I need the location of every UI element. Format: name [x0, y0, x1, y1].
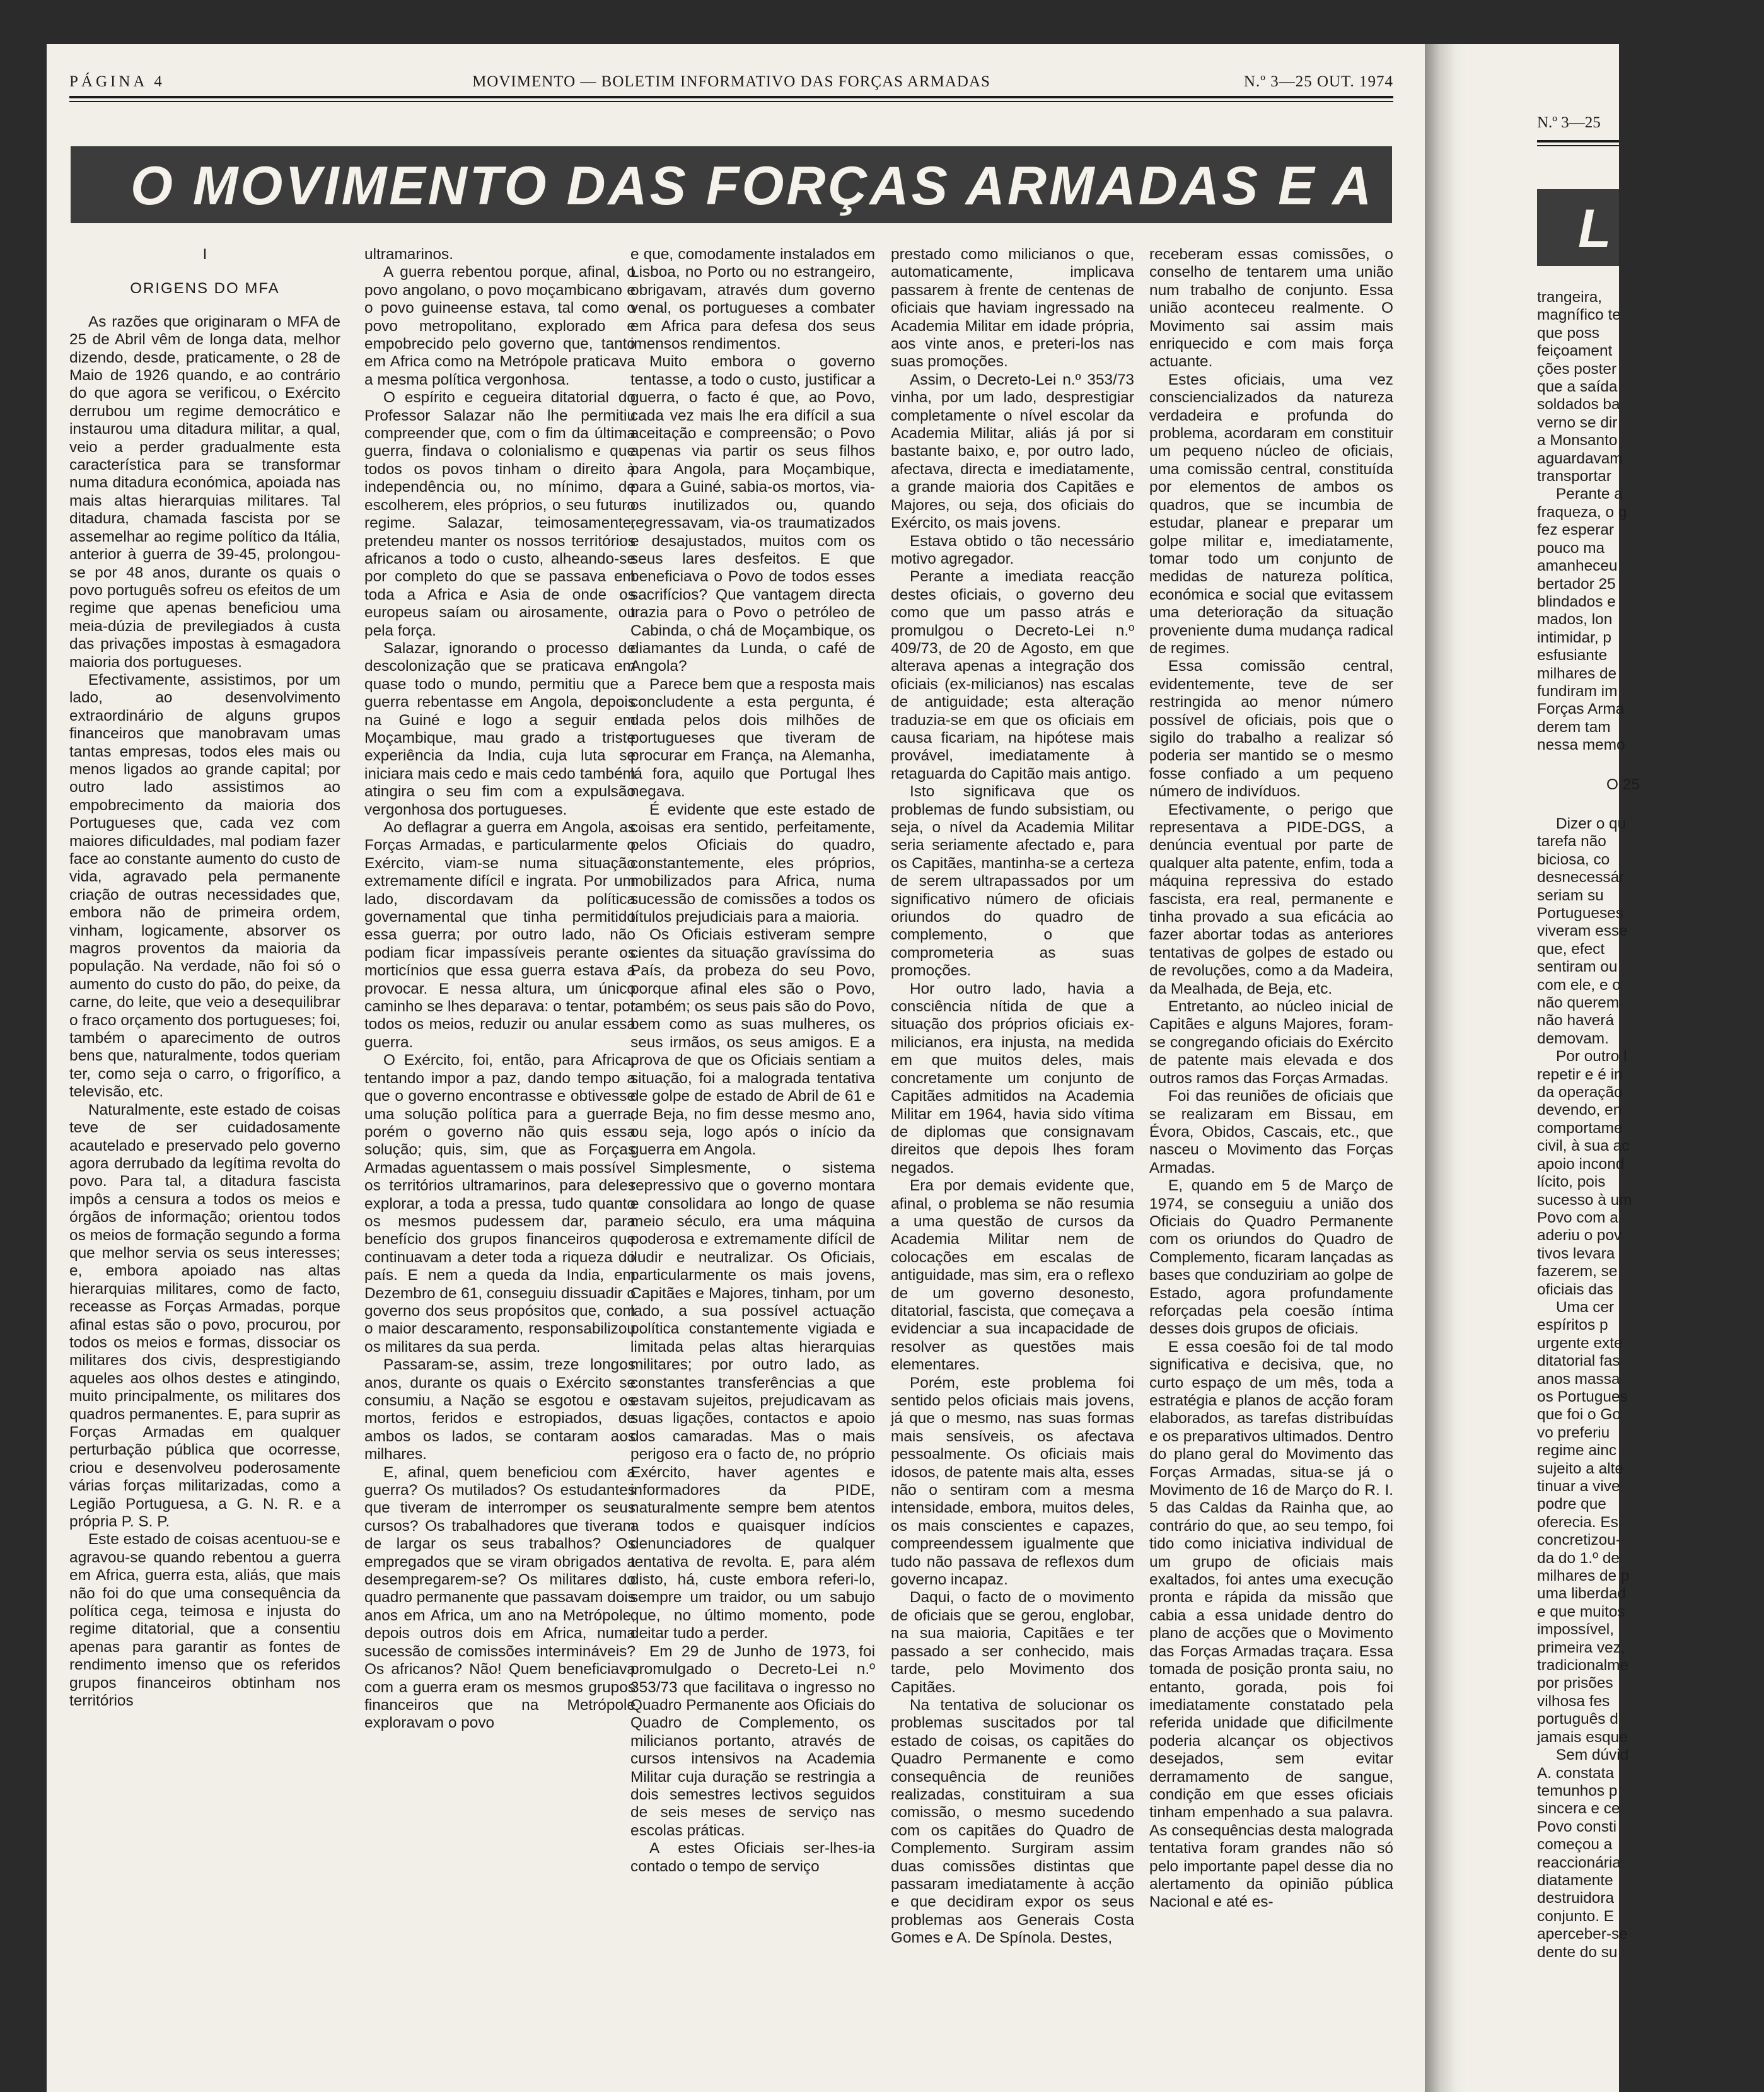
right-page-line: não haverá [1537, 1012, 1615, 1030]
right-page-issue: N.º 3—25 [1537, 114, 1601, 131]
article-column-5 [1149, 246, 1393, 1942]
right-page-column [1537, 289, 1764, 1985]
header-rule-thin [69, 101, 1393, 102]
right-page-line: diatamente [1537, 1871, 1613, 1889]
article-paragraph: Estes oficiais, uma vez consciencializados da natureza verdadeira e profunda do problema, acordaram em constituir um pequeno núcleo de oficiais, uma comissão central, constituída por elementos de ambos os quadros, que se incumbia de estudar, planear e preparar um golpe militar e, imediatamente, tomar todo um conjunto de medidas de natureza política, económica e social que evitassem uma deterioração da situação proveniente duma mudança radical de regimes. [1149, 371, 1393, 657]
right-page-line: fez esperar [1537, 521, 1615, 539]
right-page-line: que poss [1537, 324, 1599, 342]
right-page-line: podre que [1537, 1496, 1606, 1513]
right-para-d [1537, 1048, 1764, 1299]
right-page-line: Forças Arma [1537, 700, 1625, 718]
article-column-4 [891, 246, 1134, 1947]
right-page-line: aderiu o pov [1537, 1227, 1622, 1245]
article-paragraph: Porém, este problema foi sentido pelos oficiais mais jovens, já que o mesmo, nas suas formas mais sensíveis, os afectava pessoalmente. Os oficiais mais idosos, de patente mais alta, esses não o sentiram com a mesma intensidade, embora, muitos deles, os mais conscientes e capazes, compreendessem igualmente que tudo não passava de reflexos dum governo incapaz. [891, 1374, 1134, 1589]
right-page-line: mados, lon [1537, 611, 1613, 629]
right-page-line: regime ainc [1537, 1442, 1617, 1460]
right-page-line: com ele, e o [1537, 976, 1621, 994]
right-page-line: tarefa não [1537, 833, 1606, 851]
right-page-line: Portugueses [1537, 905, 1623, 922]
article-paragraph: Muito embora o governo tentasse, a todo o custo, justificar a guerra, o facto é que, ao Povo, cada vez mais lhe era difícil a sua aceitação e compreensão; o Povo apenas via partir os seus filhos para Angola, para Moçambique, para a Guiné, sabia-os mortos, via-os inutilizados ou, quando regressavam, via-os traumatizados e desajustados, muitos com os seus lares desfeitos. E que beneficiava o Povo de todos esses sacrifícios? Que vantagem directa trazia para o Povo o petróleo de Cabinda, o chá de Moçambique, os diamantes da Lunda, o café de Angola? [630, 353, 875, 675]
right-page-line: da operação [1537, 1084, 1623, 1101]
article-paragraph: Daqui, o facto de o movimento de oficiais que se gerou, englobar, na sua maioria, Capitães e ter passado a ser conhecido, mais tarde, pelo Movimento dos Capitães. [891, 1589, 1134, 1696]
right-page-line: espíritos p [1537, 1316, 1608, 1334]
right-para-e [1537, 1299, 1764, 1746]
right-page-line: feiçoament [1537, 342, 1613, 360]
right-page-line: sujeito a alte [1537, 1460, 1623, 1477]
right-page-line: a Monsanto [1537, 432, 1618, 450]
right-page-line: Dizer o qu [1556, 815, 1627, 832]
article-paragraph: A guerra rebentou porque, afinal, o povo angolano, o povo moçambicano e o povo guineense estava, tal como o povo metropolitano, explorado e empobrecido pelo governo que, tanto em Africa como na Metrópole praticava a mesma política vergonhosa. [364, 264, 635, 388]
right-page-line: demovam. [1537, 1030, 1609, 1047]
right-page-line: uma liberdad [1537, 1585, 1627, 1603]
running-head [69, 69, 1393, 95]
right-page-line: repetir e é in [1537, 1066, 1623, 1083]
right-page-line: fraqueza, o g [1537, 503, 1627, 521]
article-paragraph: Isto significava que os problemas de fundo subsistiam, ou seja, o nível da Academia Militar seria seriamente afectado e, para os Capitães, mantinha-se a certeza de serem ultrapassados por um significativo número de oficiais oriundos do quadro de complemento, o que comprometeria as suas promoções. [891, 783, 1134, 980]
right-page-line: Sem dúvid [1556, 1746, 1629, 1764]
right-page-line: dente do su [1537, 1943, 1618, 1961]
publication-title: MOVIMENTO — BOLETIM INFORMATIVO DAS FORÇAS ARMADAS [472, 73, 990, 90]
article-paragraph: Na tentativa de solucionar os problemas suscitados por tal estado de coisas, os capitães do Quadro Permanente e como consequência de reuniões realizadas, constituiram a sua comissão, o mesmo sucedendo com os capitães do Quadro de Complemento. Surgiram assim duas comissões distintas que passaram imediatamente à acção e que decidiram expor os seus problemas aos Generais Costa Gomes e A. De Spínola. Destes, [891, 1696, 1134, 1947]
right-page-line: impossível, [1537, 1621, 1614, 1639]
article-paragraph: Assim, o Decreto-Lei n.º 353/73 vinha, por um lado, desprestigiar completamente o nível escolar da Academia Militar, aliás já por si bastante baixo, e, por outro lado, afectava, directa e imediatamente, a grande maioria dos Capitães e Majores, ou seja, dos oficiais do Exército, os mais jovens. [891, 371, 1134, 532]
article-paragraph: ultramarinos. [364, 246, 453, 263]
right-page-line: sucesso à um [1537, 1191, 1632, 1209]
header-rule [69, 96, 1393, 98]
right-page-line: vo preferiu [1537, 1424, 1610, 1441]
right-page-line: biciosa, co [1537, 851, 1610, 868]
right-page-line: comportame [1537, 1119, 1623, 1137]
article-column-2 [364, 246, 635, 1942]
right-page-line: que foi o Go [1537, 1406, 1621, 1424]
right-page-line: esfusiante [1537, 647, 1608, 665]
article-paragraph: receberam essas comissões, o conselho de tentarem uma união num trabalho de conjunto. Essa união aconteceu realmente. O Movimento sai assim mais enriquecido e com mais força actuante. [1149, 246, 1393, 371]
right-page-line: Povo consti [1537, 1818, 1617, 1835]
article-paragraph: As razões que originaram o MFA de 25 de Abril vêm de longa data, melhor dizendo, desde, praticamente, o 28 de Maio de 1926 quando, e ao contrário do que agora se verificou, o Exército derrubou um regime democrático e instaurou uma ditadura militar, a qual, veio a perder gradualmente esta característica para se transformar numa ditadura económica, apoiada nas mais altas hierarquias militares. Tal ditadura, chamada fascista por se assemelhar ao regime político da Itália, anterior à guerra de 39-45, prolongou-se por 48 anos, durante os quais o povo português sofreu os efeitos de um regime que apenas beneficiou uma meia-dúzia de previlegiados à custa das privações impostas à esmagadora maioria dos portugueses. [69, 313, 340, 671]
right-page-line: que, efect [1537, 940, 1605, 958]
article-paragraph: Ao deflagrar a guerra em Angola, as Forças Armadas, e particularmente o Exército, viam-se numa situação extremamente difícil e ingrata. Por um lado, discordavam da política governamental que tinha permitido essa guerra; por outro lado, não podiam ficar impassíveis perante os morticínios que essa guerra estava a provocar. E nessa altura, um único caminho se lhes deparava: o tentar, por todos os meios, reduzir ou anular essa guerra. [364, 819, 635, 1051]
headline: O MOVIMENTO DAS FORÇAS ARMADAS E A [131, 156, 1374, 216]
issue-date: N.º 3—25 OUT. 1974 [1243, 73, 1393, 90]
right-page-line: e que muitos [1537, 1603, 1625, 1620]
article-paragraph: Este estado de coisas acentuou-se e agravou-se quando rebentou a guerra em Africa, guerra esta, aliás, que mais não foi do que uma consequência da política cega, teimosa e injusta do regime ditatorial, que a consentiu apenas para garantir as fontes de rendimento imenso que os referidos grupos financeiros obtinham nos territórios [69, 1531, 340, 1710]
page-number: PÁGINA 4 [69, 73, 165, 90]
right-page-line: destruidora [1537, 1890, 1615, 1907]
page-gutter [1425, 44, 1469, 2092]
article-paragraph: E essa coesão foi de tal modo significativa e decisiva, que, no curto espaço de um mês, toda a estratégia e planos de acção foram elaborados, as tarefas distribuídas e os preparativos ultimados. Dentro do plano geral do Movimento das Forças Armadas, situa-se já o Movimento de 16 de Março do R. I. 5 das Caldas da Rainha que, ao contrário do que, ao seu tempo, foi tido como iniciativa individual de um grupo de oficiais mais exaltados, foi antes uma execução pronta e rápida da missão que cabia a essa unidade dentro do plano de acções que o Movimento das Forças Armadas traçara. Essa tomada de posição pronta saiu, no entanto, gorada, pois foi imediatamente constatado pela referida unidade que dificilmente poderia alcançar os objectivos desejados, sem evitar derramamento de sangue, condição em que esses oficiais tinham empenhado a sua palavra. As consequências desta malograda tentativa foram grandes não só pelo importante papel desse dia no alertamento da opinião pública Nacional e até es- [1149, 1338, 1393, 1911]
article-paragraph: Efectivamente, o perigo que representava a PIDE-DGS, a denúncia eventual por parte de qualquer alta patente, enfim, toda a máquina repressiva do estado fascista, era real, permanente e tinha provado a sua eficácia ao fazer abortar todas as anteriores tentativas de golpes de estado ou de revoluções, como a da Madeira, da Mealhada, de Beja, etc. [1149, 801, 1393, 997]
right-page-line: transportar [1537, 468, 1611, 485]
right-page-line: por prisões [1537, 1675, 1613, 1692]
right-page-line: Povo com a [1537, 1209, 1618, 1226]
article-paragraph: Essa comissão central, evidentemente, teve de ser restringida ao menor número possível de oficiais, pois que o sigilo do trabalho a realizar só poderia ser mantido se o mesmo fosse confiado a um pequeno número de indivíduos. [1149, 658, 1393, 801]
right-page-line: verno se dir [1537, 414, 1618, 431]
right-page-line: da do 1.º de [1537, 1549, 1620, 1567]
right-section-title: O 25 [1606, 776, 1640, 793]
right-page-content [1469, 44, 1640, 2092]
right-page-line: sentiram ou [1537, 958, 1618, 976]
right-para-c [1537, 815, 1764, 1048]
right-page-line: tinuar a vive [1537, 1478, 1620, 1495]
article-paragraph: Perante a imediata reacção destes oficiais, o governo deu como que um passo atrás e promulgou o Decreto-Lei n.º 409/73, de 20 de Agosto, em que alterava apenas a integração dos oficiais (ex-milicianos) nas escalas de antiguidade; esta alteração traduzia-se em que os oficiais em causa ficariam, na hipótese mais provável, imediatamente à retaguarda do Capitão mais antigo. [891, 568, 1134, 782]
article-paragraph: Simplesmente, o sistema repressivo que o governo montara e consolidara ao longo de quase meio século, era uma máquina poderosa e extremamente difícil de iludir e neutralizar. Os Oficiais, particularmente os mais jovens, Capitães e Majores, tinham, por um lado, a sua possível actuação política constantemente vigiada e limitada pelas altas hierarquias militares; por outro lado, as constantes transferências a que estavam sujeitos, prejudicavam as suas ligações, contactos e apoio dos camaradas. Mas o mais perigoso era o facto de, no próprio Exército, haver agentes e informadores da PIDE, naturalmente sempre bem atentos a todos e quaisquer indícios denunciadores de qualquer tentativa de revolta. E, para além disto, há, custe embora referi-lo, sempre um traidor, ou um sabujo que, no último momento, pode deitar tudo a perder. [630, 1159, 875, 1642]
right-page-line: ções poster [1537, 360, 1617, 378]
right-page-line: soldados ba [1537, 396, 1620, 414]
article-paragraph: Era por demais evidente que, afinal, o problema se não resumia a uma questão de cursos da Academia Militar nem de colocações em escalas de antiguidade, mas sim, era o reflexo de um governo desonesto, ditatorial, fascista, que começava a evidenciar a sua incapacidade de resolver as questões mais elementares. [891, 1177, 1134, 1374]
article-paragraph: Foi das reuniões de oficiais que se realizaram em Bissau, em Évora, Obidos, Cascais, etc., que nasceu o Movimento das Forças Armadas. [1149, 1088, 1393, 1177]
right-page-line: oferecia. Es [1537, 1513, 1618, 1531]
right-page-line: ditatorial fas [1537, 1352, 1620, 1370]
article-paragraph: Passaram-se, assim, treze longos anos, durante os quais o Exército se consumiu, a Nação se esgotou e os mortos, feridos e estropiados, de ambos os lados, se contaram aos milhares. [364, 1356, 635, 1463]
right-page-line: Perante a [1556, 485, 1623, 503]
right-page-line: jamais esque [1537, 1728, 1628, 1746]
right-page-line: amanheceu [1537, 557, 1618, 575]
article-paragraph: E, afinal, quem beneficiou com a guerra? Os mutilados? Os estudantes que tiveram de interromper os seus cursos? Os trabalhadores que tiveram de largar os seus trabalhos? Os empregados que se viram obrigados a desempregarem-se? Os militares do quadro permanente que passavam dois anos em Africa, um ano na Metrópole, depois outros dois em Africa, numa sucessão de comissões intermináveis? Os africanos? Não! Quem beneficiava com a guerra eram os mesmos grupos financeiros que na Metrópole exploravam o povo [364, 1463, 635, 1732]
article-paragraph: Estava obtido o tão necessário motivo agregador. [891, 532, 1134, 567]
right-page-line: magnífico te [1537, 306, 1621, 324]
right-para-b [1537, 485, 1764, 754]
article-paragraph: prestado como milicianos o que, automaticamente, implicava passarem à frente de centenas de oficiais que haviam ingressado na Academia Militar em idade própria, aos vinte anos, e preteri-los nas suas promoções. [891, 246, 1134, 371]
right-page-line: anos massa [1537, 1370, 1620, 1388]
right-page-line: conjunto. E [1537, 1907, 1615, 1925]
right-page-line: A. constata [1537, 1764, 1615, 1782]
article-paragraph: O espírito e cegueira ditatorial do Professor Salazar não lhe permitiu compreender que, com o fim da última guerra, findava o colonialismo e que todos os povos tinham o direito à independência ou, no mínimo, de escolherem, eles próprios, o seu futuro regime. Salazar, teimosamente, pretendeu manter os nossos territórios africanos a todo o custo, alheando-se por completo do que se passava em toda a Africa e Asia de onde os europeus saíam ou airosamente, ou pela força. [364, 389, 635, 639]
article-paragraph: É evidente que este estado de coisas era sentido, perfeitamente, pelos Oficiais do quadro, constantemente, eles próprios, mobilizados para Africa, numa sucessão de comissões a todos os títulos prejudiciais para a maioria. [630, 801, 875, 926]
right-page-line: Por outro l [1556, 1048, 1627, 1066]
article-paragraph: Os Oficiais estiveram sempre cientes da situação gravíssima do País, da probeza do seu Povo, porque afinal eles são o Povo, também; os seus pais são do Povo, bem como as suas mulheres, os seus irmãos, os seus amigos. E a prova de que os Oficiais sentiam a situação, foi a malograda tentativa de golpe de estado de Abril de 61 e de Beja, no fim desse mesmo ano, ou seja, logo após o início da guerra em Angola. [630, 926, 875, 1159]
right-page-line: viveram esse [1537, 922, 1628, 940]
right-page-line: português d [1537, 1711, 1618, 1728]
right-page-line: começou a [1537, 1836, 1613, 1854]
article-paragraph: Efectivamente, assistimos, por um lado, ao desenvolvimento extraordinário de alguns grupos financeiros que manobravam umas tantas empresas, todos eles mais ou menos ligados ao grande capital; por outro lado assistimos ao empobrecimento da maioria dos Portugueses que, cada vez com maiores dificuldades, mal podiam fazer face ao constante aumento do custo de vida, agravado pela permanente criação de outras necessidades que, embora não de primeira ordem, vinham, logicamente, absorver os magros proventos da maioria da população. Na verdade, não foi só o aumento do custo do pão, do peixe, da carne, do leite, que veio a desequilibrar o fraco orçamento dos portugueses; foi, também o aparecimento de outros bens que, naturalmente, todos queriam ter, como seja o carro, o frigorífico, a televisão, etc. [69, 671, 340, 1101]
article-paragraph: Hor outro lado, havia a consciência nítida de que a situação dos próprios oficiais ex-milicianos, era injusta, na medida em que muitos deles, mais concretamente um conjunto de Capitães admitidos na Academia Militar em 1964, havia sido vítima de diplomas que consignavam direitos que depois lhes foram negados. [891, 980, 1134, 1177]
article-paragraph: e que, comodamente instalados em Lisboa, no Porto ou no estrangeiro, obrigavam, através dum governo venal, os portugueses a combater em Africa para defesa dos seus imensos rendimentos. [630, 246, 875, 353]
right-page-line: intimidar, p [1537, 629, 1611, 646]
right-page-line: os Portugues [1537, 1388, 1628, 1405]
right-page-line: sincera e ce [1537, 1800, 1620, 1818]
right-page-line: seriam su [1537, 886, 1604, 904]
headline-band [71, 146, 1392, 223]
right-page-line: fazerem, se [1537, 1263, 1618, 1281]
right-page-line: trangeira, [1537, 289, 1603, 306]
right-page-rule [1537, 140, 1619, 142]
right-page-line: oficiais das [1537, 1281, 1613, 1298]
right-page-rule-thin [1537, 145, 1619, 146]
article-paragraph: Em 29 de Junho de 1973, foi promulgado o Decreto-Lei n.º 353/73 que facilitava o ingresso no Quadro Permanente aos Oficiais do Quadro de Complemento, os milicianos portanto, através de cursos intensivos na Academia Militar cuja duração se restringia a dois semestres lectivos seguidos de seis meses de serviço nas escolas práticas. [630, 1642, 875, 1839]
section-number: I [202, 246, 207, 263]
right-page-line: nessa memo [1537, 736, 1625, 754]
right-page-line: blindados e [1537, 593, 1616, 610]
article-paragraph: Parece bem que a resposta mais concludente a esta pergunta, é dada pelos dois milhões de portugueses que tiveram de procurar em França, na Alemanha, lá fora, aquilo que Portugal lhes negava. [630, 675, 875, 801]
right-page-line: civil, à sua ac [1537, 1137, 1630, 1155]
article-paragraph: O Exército, foi, então, para Africa, tentando impor a paz, dando tempo a que o governo encontrasse e obtivesse uma solução política para a guerra; porém o governo não quis essa solução; quis, sim, que as Forças Armadas aguentassem o mais possível os territórios ultramarinos, para deles explorar, a toda a pressa, tudo quanto os mesmos pudessem dar, para benefício dos grupos financeiros que continuavam a deter toda a riqueza do país. E nem a queda da India, em Dezembro de 61, conseguiu dissuadir o governo dos seus propósitos que, com o maior descaramento, responsabilizou os militares da sua perda. [364, 1052, 635, 1356]
right-page-line: apoio incond [1537, 1155, 1625, 1173]
right-page-line: milhares de p [1537, 1567, 1630, 1585]
right-para-f [1537, 1746, 1764, 1961]
right-page-line: primeira vez, [1537, 1639, 1625, 1656]
article-paragraph: E, quando em 5 de Março de 1974, se conseguiu a união dos Oficiais do Quadro Permanente com os oriundos do Quadro de Complemento, ficaram lançadas as bases que conduziriam ao golpe de Estado, agora profundamente reforçadas pela coesão íntima desses dois grupos de oficiais. [1149, 1177, 1393, 1338]
right-page-line: lícito, pois [1537, 1173, 1606, 1191]
right-page-line: tradicionalme [1537, 1657, 1629, 1675]
right-page-line: milhares de [1537, 665, 1617, 682]
right-page-headline-band [1537, 189, 1619, 266]
right-page-line: tivos levara [1537, 1245, 1615, 1262]
article-column-1 [69, 246, 340, 1942]
right-page-line: devendo, en [1537, 1101, 1622, 1119]
right-page-line: urgente exte [1537, 1334, 1623, 1352]
right-page-line: vilhosa fes [1537, 1692, 1610, 1710]
right-page-line: Uma cer [1556, 1298, 1615, 1316]
right-page-line: derem tam [1537, 718, 1611, 736]
article-paragraph: Entretanto, ao núcleo inicial de Capitães e alguns Majores, foram-se congregando oficiais do Exército de patente mais elevada e dos outros ramos das Forças Armadas. [1149, 998, 1393, 1087]
right-page-line: não querem [1537, 994, 1620, 1012]
right-page-line: fundiram im [1537, 682, 1618, 700]
right-page-line: aguardavam [1537, 450, 1623, 467]
section-title: ORIGENS DO MFA [130, 280, 280, 298]
article-paragraph: A estes Oficiais ser-lhes-ia contado o tempo de serviço [630, 1840, 875, 1875]
right-page-line: aperceber-se [1537, 1926, 1628, 1943]
article-column-3 [630, 246, 875, 1942]
right-page-line: que a saída [1537, 378, 1618, 396]
right-page-line: temunhos p [1537, 1782, 1618, 1799]
right-page-line: reaccionária [1537, 1854, 1621, 1871]
right-page-line: pouco ma [1537, 539, 1605, 557]
article-paragraph: Naturalmente, este estado de coisas teve de ser cuidadosamente acautelado e preservado pelo governo agora derrubado da legítima revolta do povo. Para tal, a ditadura fascista impôs a censura a todos os meios e órgãos de informação; orientou todos os meios de formação segundo a forma que melhor servia os seus interesses; e, embora apoiado nas altas hierarquias militares, como de facto, receasse as Forças Armadas, porque afinal estas são o povo, procurou, por todos os meios e formas, dissociar os militares dos civis, desprestigiando aqueles aos olhos destes e atingindo, muito principalmente, os militares dos quadros permanentes. E, para suprir as Forças Armadas em qualquer perturbação pública que ocorresse, criou e desenvolveu poderosamente várias forças militarizadas, como a Legião Portuguesa, a G. N. R. e a própria P. S. P. [69, 1101, 340, 1531]
right-page-line: bertador 25 [1537, 575, 1616, 593]
right-page-line: concretizou- [1537, 1531, 1621, 1549]
right-page-headline: L [1578, 199, 1611, 259]
right-page-line: desnecessár [1537, 869, 1625, 886]
right-para-a [1537, 289, 1764, 485]
article-paragraph: Salazar, ignorando o processo de descolonização que se praticava em quase todo o mundo, permitiu que a guerra rebentasse em Angola, depois na Guiné e logo a seguir em Moçambique, mau grado a triste experiência da India, cuja luta se iniciara mais cedo e mais cedo também atingira o seu fim com a expulsão vergonhosa dos portugueses. [364, 639, 635, 818]
